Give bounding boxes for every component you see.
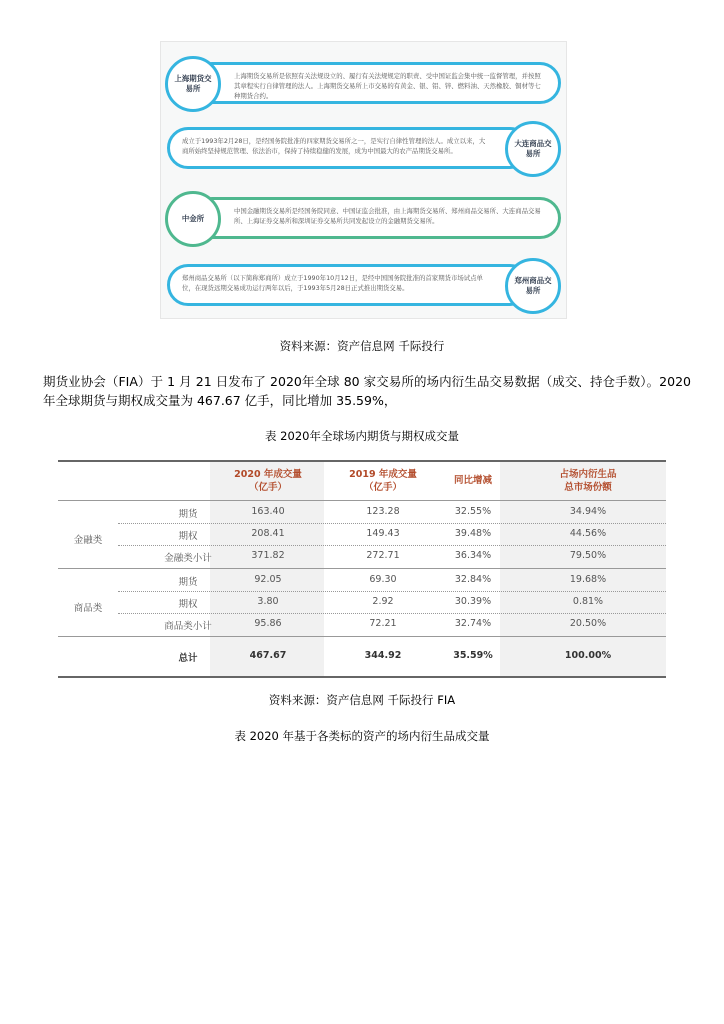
row-label: 金融类小计: [164, 553, 212, 564]
header-2019-volume: 2019 年成交量 （亿手）: [349, 469, 417, 493]
row-label: 商品类小计: [164, 621, 212, 632]
exchange-row-dce: [161, 117, 568, 177]
exchange-name: 中金所: [181, 214, 205, 223]
table-row: [58, 614, 666, 636]
cell-2019: 149.43: [366, 528, 400, 539]
exchange-row-czce: [161, 254, 568, 314]
cell-share: 19.68%: [569, 574, 607, 585]
cell-yoy: 39.48%: [454, 528, 492, 539]
cell-2019: 344.92: [364, 650, 402, 661]
cell-2020: 163.40: [251, 506, 285, 517]
table-row: [58, 570, 666, 592]
row-label: 期权: [178, 599, 198, 610]
cell-yoy: 32.74%: [454, 618, 492, 629]
header-share: 占场内衍生品 总市场份额: [559, 469, 617, 493]
table-header: [58, 462, 666, 501]
exchange-desc-box: [191, 197, 561, 239]
table-row: [58, 524, 666, 546]
exchange-desc: 中国金融期货交易所是经国务院同意、中国证监会批准，由上海期货交易所、郑州商品交易所、大连商品交易所、上海证券交易所和深圳证券交易所共同发起设立的金融期货交易所。: [234, 207, 541, 225]
exchange-name: 大连商品交易所: [514, 139, 552, 158]
cell-2020: 208.41: [251, 528, 285, 539]
exchange-badge: [165, 56, 221, 112]
figure-source: 资料来源：资产信息网 千际投行: [279, 339, 445, 353]
cell-2020: 3.80: [257, 596, 279, 607]
cell-share: 44.56%: [569, 528, 607, 539]
exchange-desc-box: [191, 62, 561, 104]
exchange-row-shfe: [161, 52, 568, 112]
exchange-row-cffex: [161, 187, 568, 247]
row-label: 期货: [178, 509, 198, 520]
cell-share: 34.94%: [569, 506, 607, 517]
next-table-title: 表 2020 年基于各类标的资产的场内衍生品成交量: [234, 729, 490, 743]
cell-yoy: 30.39%: [454, 596, 492, 607]
cell-2019: 69.30: [369, 574, 397, 585]
cell-share: 0.81%: [572, 596, 604, 607]
cell-2020: 371.82: [251, 550, 285, 561]
table-row: [58, 546, 666, 568]
body-paragraph: 期货业协会（FIA）于 1 月 21 日发布了 2020年全球 80 家交易所的场内衍生品交易数据（成交、持仓手数）。2020 年全球期货与期权成交量为 467.67 亿手，同比增加 35.59%，: [43, 374, 691, 408]
group-label-commodity: 商品类: [73, 603, 103, 614]
volume-table: [58, 460, 666, 678]
exchange-desc: 上海期货交易所是依照有关法规设立的、履行有关法规规定的职责、受中国证监会集中统一监督管理，并按照其章程实行自律管理的法人。上海期货交易所上市交易的有黄金、银、铝、锌、燃料油、天然橡胶、铜材等七种期货合约。: [234, 72, 541, 100]
exchange-name: 上海期货交易所: [174, 74, 212, 93]
cell-2020: 95.86: [254, 618, 282, 629]
exchange-figure: [160, 41, 567, 319]
exchange-desc: 成立于1993年2月28日，是经国务院批准的四家期货交易所之一，是实行自律性管理的法人。成立以来，大商所始终坚持规范管理、依法治市，保持了持续稳健的发展，成为中国最大的农产品期货交易所。: [182, 137, 486, 155]
exchange-desc-box: [167, 127, 531, 169]
exchange-badge: [165, 191, 221, 247]
group-label-financial: 金融类: [73, 535, 103, 546]
group-divider: [58, 636, 666, 637]
exchange-badge: [505, 258, 561, 314]
table-source: 资料来源：资产信息网 千际投行 FIA: [268, 693, 456, 707]
table-row: [58, 502, 666, 524]
group-divider: [58, 568, 666, 569]
cell-yoy: 32.55%: [454, 506, 492, 517]
exchange-desc: 郑州商品交易所（以下简称郑商所）成立于1990年10月12日，是经中国国务院批准的首家期货市场试点单位，在现货远期交易成功运行两年以后，于1993年5月28日正式推出期货交易。: [182, 274, 483, 292]
table-total-row: [58, 646, 666, 668]
exchange-name: 郑州商品交易所: [514, 276, 552, 295]
cell-2019: 2.92: [372, 596, 394, 607]
cell-share: 20.50%: [569, 618, 607, 629]
cell-share: 79.50%: [569, 550, 607, 561]
header-2020-volume: 2020 年成交量 （亿手）: [234, 469, 302, 493]
cell-2019: 272.71: [366, 550, 400, 561]
cell-yoy: 35.59%: [453, 650, 493, 661]
cell-2020: 467.67: [249, 650, 287, 661]
row-label: 期货: [178, 577, 198, 588]
table-row: [58, 592, 666, 614]
exchange-desc-box: [167, 264, 531, 306]
cell-2019: 123.28: [366, 506, 400, 517]
row-label: 期权: [178, 531, 198, 542]
cell-2019: 72.21: [369, 618, 397, 629]
cell-share: 100.00%: [564, 650, 612, 661]
cell-yoy: 32.84%: [454, 574, 492, 585]
cell-yoy: 36.34%: [454, 550, 492, 561]
total-label: 总计: [178, 653, 198, 664]
exchange-badge: [505, 121, 561, 177]
table-title: 表 2020年全球场内期货与期权成交量: [265, 429, 459, 443]
cell-2020: 92.05: [254, 574, 282, 585]
header-yoy: 同比增减: [453, 475, 492, 486]
